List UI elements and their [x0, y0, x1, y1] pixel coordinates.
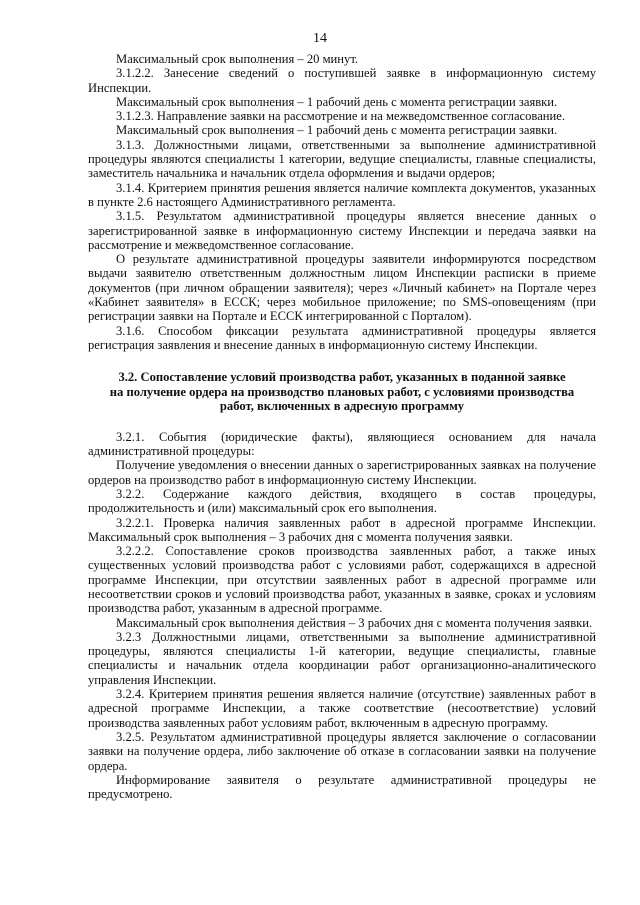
paragraph: Максимальный срок выполнения – 1 рабочий день с момента регистрации заявки.: [116, 123, 558, 138]
paragraph: 3.2.2. Содержание каждого действия, входящего в состав процедуры, продолжительность и (или) максимальный срок его выполнения.: [88, 486, 596, 516]
paragraph: 3.2.4. Критерием принятия решения является наличие (отсутствие) заявленных работ в адресной программе Инспекции, а также соответствие (несоответствие) условий производства заявленных работ условиям работ, включенным в адресную программу.: [88, 687, 596, 730]
paragraph: Максимальный срок выполнения – 20 минут.: [116, 52, 359, 66]
paragraph: О результате административной процедуры заявители информируются посредством выдачи заявителю ответственным должностным лицом Инспекции расписки в приеме документов (при личном обращении заявителя); через «Личный кабинет» на Портале через «Кабинет заявителя» в ЕССК; через мобильное приложение; по SMS-оповещениям (при регистрации заявки на Портале и ЕССК интегрированной с Порталом).: [88, 252, 596, 324]
paragraph: 3.1.4. Критерием принятия решения является наличие комплекта документов, указанных в пункте 2.6 настоящего Административного регламента.: [88, 180, 596, 209]
section-heading-line: 3.2. Сопоставление условий производства работ, указанных в поданной заявке: [118, 370, 566, 385]
section-heading-line: работ, включенных в адресную программу: [219, 399, 465, 414]
section-heading: [88, 370, 596, 414]
paragraph: 3.1.2.3. Направление заявки на рассмотрение и на межведомственное согласование.: [116, 109, 566, 124]
paragraph: 3.1.3. Должностными лицами, ответственными за выполнение административной процедуры являются специалисты 1 категории, ведущие специалисты, главные специалисты, заместитель начальника и начальник отдела оформления и выдачи ордеров;: [88, 137, 596, 181]
paragraph: Максимальный срок выполнения – 1 рабочий день с момента регистрации заявки.: [116, 94, 558, 109]
paragraph: 3.2.1. События (юридические факты), являющиеся основанием для начала административной процедуры:: [88, 429, 596, 459]
document-body: [88, 52, 596, 801]
paragraph: Получение уведомления о внесении данных о зарегистрированных заявках на получение ордеров на производство работ в информационную систему Инспекции.: [88, 458, 596, 487]
paragraph: 3.1.2.2. Занесение сведений о поступившей заявке в информационную систему Инспекции.: [88, 66, 596, 95]
paragraph: 3.2.2.2. Сопоставление сроков производства заявленных работ, а также иных существенных условий производства работ с условиями работ, содержащихся в адресной программе Инспекции, при отсутствии заявленных работ в адресной программе или несоответствии сроков и условий производства работ, указанных в заявке, сроках и условиям производства работ, указанным в адресной программе.: [88, 544, 596, 616]
paragraph: 3.2.5. Результатом административной процедуры является заключение о согласовании заявки на получение ордера, либо заключение об отказе в согласовании заявки на получение ордера.: [88, 729, 596, 773]
paragraph: 3.1.6. Способом фиксации результата административной процедуры является регистрация заявления и внесение данных в информационную систему Инспекции.: [88, 323, 596, 352]
paragraph: 3.2.3 Должностными лицами, ответственными за выполнение административной процедуры, являются специалисты 1-й категории, ведущие специалисты, главные специалисты и начальник отдела координации работ организационно-аналитического управления Инспекции.: [88, 629, 596, 687]
paragraph: Максимальный срок выполнения действия – 3 рабочих дня с момента получения заявки.: [116, 615, 593, 630]
paragraph: Информирование заявителя о результате административной процедуры не предусмотрено.: [88, 772, 596, 802]
paragraph: 3.1.5. Результатом административной процедуры является внесение данных о зарегистрированной заявке в информационную систему Инспекции и передача заявки на рассмотрение и межведомственное согласование.: [88, 209, 596, 252]
section-heading-line: на получение ордера на производство плановых работ, с условиями производства: [109, 384, 575, 399]
paragraph: 3.2.2.1. Проверка наличия заявленных работ в адресной программе Инспекции. Максимальный срок выполнения – 3 рабочих дня с момента получения заявки.: [88, 515, 596, 544]
page-number: 14: [313, 31, 327, 46]
